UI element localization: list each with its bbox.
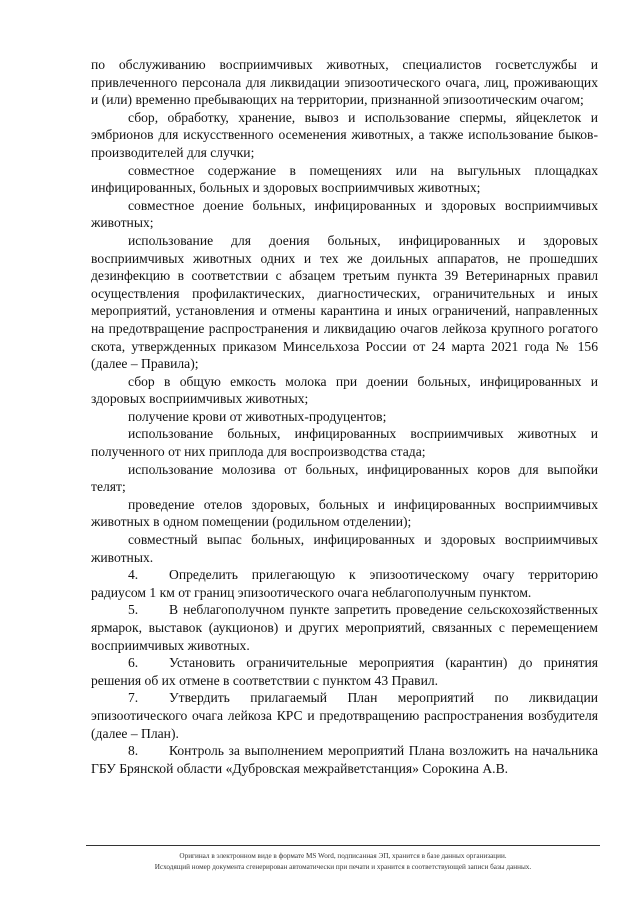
item-text: Определить прилегающую к эпизоотическому очагу территорию радиусом 1 км от границ эпизоотического очага неблагополучным пунктом. xyxy=(91,567,598,600)
paragraph: совместный выпас больных, инфицированных и здоровых восприимчивых животных. xyxy=(91,532,598,565)
document-body xyxy=(91,56,598,777)
numbered-item xyxy=(91,689,598,742)
numbered-item xyxy=(91,566,598,601)
paragraph: по обслуживанию восприимчивых животных, специалистов госветслужбы и привлеченного персонала для ликвидации эпизоотического очага, лиц, проживающих и (или) временно пребывающих на территории, признанной эпизоотическим очагом; xyxy=(91,57,598,108)
numbered-item xyxy=(91,742,598,777)
item-text: Утвердить прилагаемый План мероприятий по ликвидации эпизоотического очага лейкоза КРС и предотвращению распространения возбудителя (далее – План). xyxy=(91,690,598,741)
item-number: 8. xyxy=(128,743,139,759)
numbered-item xyxy=(91,601,598,654)
paragraph: совместное доение больных, инфицированных и здоровых восприимчивых животных; xyxy=(91,197,598,231)
footer-line: Исходящий номер документа сгенерирован автоматически при печати и хранится в соответствующей записи базы данных. xyxy=(154,862,532,871)
paragraph: проведение отелов здоровых, больных и инфицированных восприимчивых животных в одном помещении (родильном отделении); xyxy=(91,496,598,530)
paragraph: получение крови от животных-продуцентов; xyxy=(128,408,387,424)
footer-line: Оригинал в электронном виде в формате MS Word, подписанная ЭП, хранится в базе данных организации. xyxy=(179,852,507,860)
item-number: 4. xyxy=(128,567,139,583)
item-text: В неблагополучном пункте запретить проведение сельскохозяйственных ярмарок, выставок (аукционов) и других мероприятий, связанных с перемещением восприимчивых животных. xyxy=(91,602,598,653)
paragraph: совместное содержание в помещениях или на выгульных площадках инфицированных, больных и здоровых восприимчивых животных; xyxy=(91,162,598,196)
paragraph: использование молозива от больных, инфицированных коров для выпойки телят; xyxy=(91,461,598,495)
page-footer xyxy=(86,845,600,872)
paragraph: использование для доения больных, инфицированных и здоровых восприимчивых животных одних и тех же доильных аппаратов, не прошедших дезинфекцию в соответствии с абзацем третьим пункта 39 Ветеринарных правил осуществления профилактических, диагностических, ограничительных и иных мероприятий, установления и отмены карантина и иных ограничений, направленных на предотвращение распространения и ликвидацию очагов лейкоза крупного рогатого скота, утвержденных приказом Минсельхоза России от 24 марта 2021 года № 156 (далее – Правила); xyxy=(91,232,598,372)
item-number: 7. xyxy=(128,690,139,706)
item-number: 5. xyxy=(128,602,139,618)
numbered-list xyxy=(91,566,598,777)
item-text: Контроль за выполнением мероприятий Плана возложить на начальника ГБУ Брянской области «Дубровская межрайветстанция» Сорокина А.В. xyxy=(91,743,598,776)
paragraph: сбор, обработку, хранение, вывоз и использование спермы, яйцеклеток и эмбрионов для искусственного осеменения животных, а также использование быков-производителей для случки; xyxy=(91,109,598,160)
item-text: Установить ограничительные мероприятия (карантин) до принятия решения об их отмене в соответствии с пунктом 43 Правил. xyxy=(91,655,598,688)
item-number: 6. xyxy=(128,655,139,671)
paragraph: сбор в общую емкость молока при доении больных, инфицированных и здоровых восприимчивых животных; xyxy=(91,373,598,407)
paragraph: использование больных, инфицированных восприимчивых животных и полученного от них приплода для воспроизводства стада; xyxy=(91,426,598,460)
numbered-item xyxy=(91,654,598,689)
